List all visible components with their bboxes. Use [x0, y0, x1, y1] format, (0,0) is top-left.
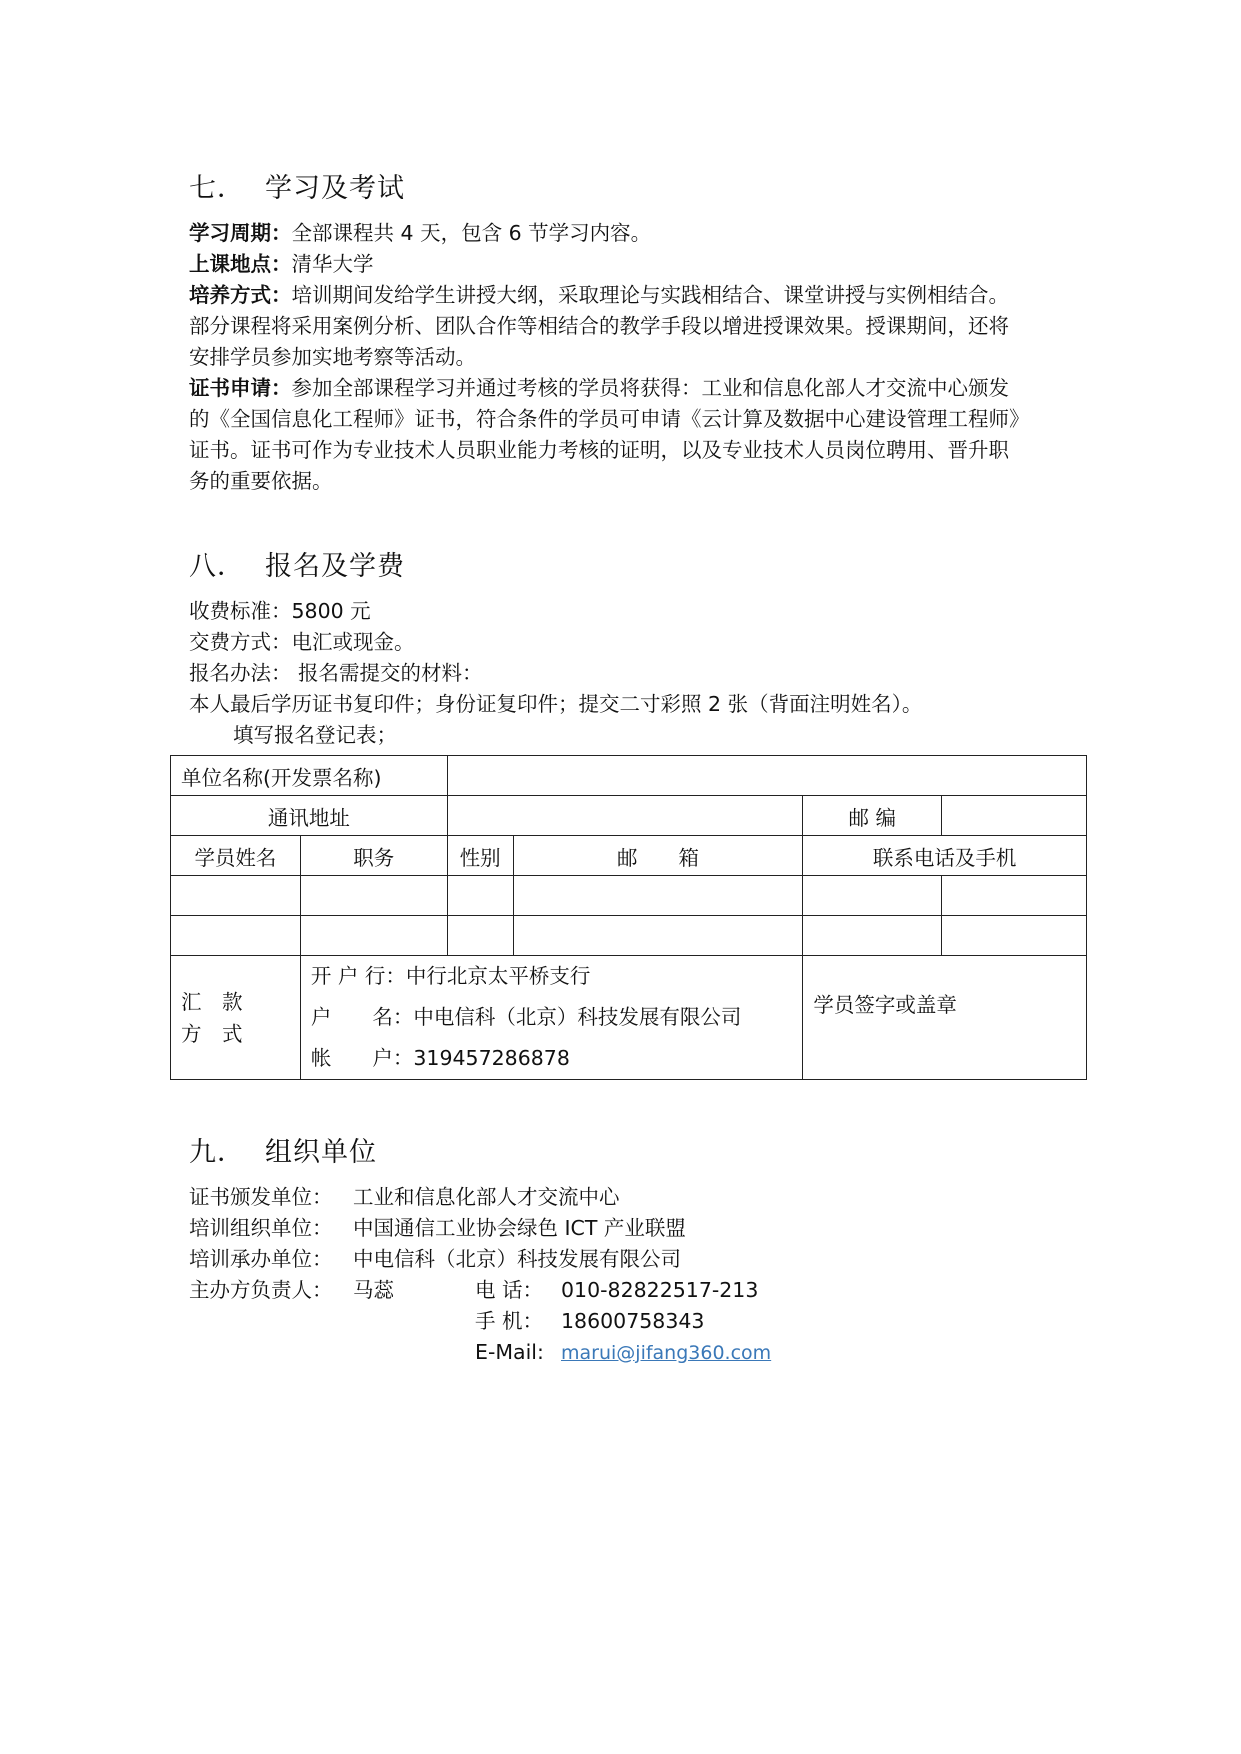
email-link[interactable]: marui@jifang360.com	[561, 1342, 772, 1364]
fill-form-line: 填写报名登记表；	[233, 723, 397, 747]
col-title-header: 职务	[300, 836, 447, 876]
remittance-details	[300, 956, 802, 1080]
address-label: 通讯地址	[171, 796, 448, 836]
col-name-header: 学员姓名	[171, 836, 301, 876]
phone-row	[475, 1275, 758, 1306]
fee-line: 收费标准：5800 元	[189, 599, 371, 623]
phone-cell[interactable]	[803, 916, 942, 956]
col-phone-header: 联系电话及手机	[803, 836, 1087, 876]
bank-name: 开 户 行：中行北京太平桥支行	[310, 964, 591, 988]
location-line	[189, 249, 1089, 280]
certificate-issuer-row	[189, 1182, 620, 1213]
email-cell[interactable]	[513, 876, 803, 916]
training-organizer-label: 培训组织单位：	[189, 1216, 333, 1240]
section-8-number: 八．	[189, 551, 245, 582]
zip-field[interactable]	[942, 796, 1087, 836]
certificate-issuer-value: 工业和信息化部人才交流中心	[353, 1185, 620, 1209]
mobile-label: 手 机：	[475, 1309, 544, 1333]
name-cell[interactable]	[171, 916, 301, 956]
section-9-number: 九．	[189, 1137, 245, 1168]
section-7-body	[189, 218, 1089, 497]
training-method-line-3: 安排学员参加实地考察等活动。	[189, 345, 476, 369]
mobile-row	[475, 1306, 704, 1337]
training-organizer-value: 中国通信工业协会绿色 ICT 产业联盟	[353, 1216, 686, 1240]
name-cell[interactable]	[171, 876, 301, 916]
remittance-label-line-2: 方 式	[181, 1021, 243, 1046]
training-method-line	[189, 280, 1089, 311]
account-number: 帐 户：319457286878	[310, 1046, 570, 1070]
gender-cell[interactable]	[447, 916, 513, 956]
certificate-line-2: 的《全国信息化工程师》证书，符合条件的学员可申请《云计算及数据中心建设管理工程师》	[189, 407, 1030, 431]
location-value: 清华大学	[291, 252, 374, 276]
certificate-line-4: 务的重要依据。	[189, 469, 333, 493]
training-method-value: 培训期间发给学生讲授大纲，采取理论与实践相结合、课堂讲授与实例相结合。	[291, 283, 1009, 307]
training-method-line-2: 部分课程将采用案例分析、团队合作等相结合的教学手段以增进授课效果。授课期间，还将	[189, 314, 1009, 338]
remittance-row	[171, 956, 1087, 1080]
registration-method-line: 报名办法： 报名需提交的材料：	[189, 661, 483, 685]
registration-form-table	[170, 755, 1087, 1080]
study-period-label: 学习周期：	[189, 221, 292, 245]
section-9-title: 组织单位	[265, 1137, 377, 1168]
person-in-charge-value: 马蕊	[353, 1278, 394, 1302]
mobile-cell[interactable]	[942, 916, 1087, 956]
col-email-header: 邮 箱	[513, 836, 803, 876]
gender-cell[interactable]	[447, 876, 513, 916]
section-7-title: 学习及考试	[265, 173, 405, 204]
account-name: 户 名：中电信科（北京）科技发展有限公司	[310, 1005, 742, 1029]
certificate-label: 证书申请：	[189, 376, 292, 400]
signature-cell[interactable]	[803, 956, 1087, 1080]
table-header-row	[171, 836, 1087, 876]
location-label: 上课地点：	[189, 252, 292, 276]
mobile-value: 18600758343	[561, 1309, 705, 1333]
training-host-row	[189, 1244, 681, 1275]
table-row	[171, 916, 1087, 956]
address-row	[171, 796, 1087, 836]
address-field[interactable]	[447, 796, 803, 836]
person-in-charge-row	[189, 1275, 394, 1306]
table-row	[171, 876, 1087, 916]
section-8-body	[189, 596, 1089, 751]
certificate-issuer-label: 证书颁发单位：	[189, 1185, 333, 1209]
email-cell[interactable]	[513, 916, 803, 956]
certificate-value: 参加全部课程学习并通过考核的学员将获得：工业和信息化部人才交流中心颁发	[291, 376, 1009, 400]
study-period-line	[189, 218, 1089, 249]
section-8-heading	[189, 544, 405, 583]
col-gender-header: 性别	[447, 836, 513, 876]
study-period-value: 全部课程共 4 天，包含 6 节学习内容。	[291, 221, 652, 245]
phone-value: 010-82822517-213	[561, 1278, 759, 1302]
remittance-label	[171, 956, 301, 1080]
title-cell[interactable]	[300, 876, 447, 916]
mobile-cell[interactable]	[942, 876, 1087, 916]
email-label: E-Mail:	[475, 1340, 544, 1364]
unit-label: 单位名称(开发票名称)	[171, 756, 448, 796]
training-method-label: 培养方式：	[189, 283, 292, 307]
phone-cell[interactable]	[803, 876, 942, 916]
section-8-title: 报名及学费	[265, 551, 405, 582]
training-host-value: 中电信科（北京）科技发展有限公司	[353, 1247, 681, 1271]
unit-field[interactable]	[447, 756, 1086, 796]
unit-row	[171, 756, 1087, 796]
remittance-label-line-1: 汇 款	[181, 989, 243, 1014]
section-7-heading	[189, 166, 405, 205]
person-in-charge-label: 主办方负责人：	[189, 1278, 333, 1302]
section-9-heading	[189, 1130, 377, 1169]
signature-label: 学员签字或盖章	[813, 993, 957, 1017]
materials-line: 本人最后学历证书复印件；身份证复印件；提交二寸彩照 2 张（背面注明姓名）。	[189, 692, 923, 716]
certificate-line-3: 证书。证书可作为专业技术人员职业能力考核的证明，以及专业技术人员岗位聘用、晋升职	[189, 438, 1009, 462]
certificate-line	[189, 373, 1089, 404]
zip-label: 邮 编	[803, 796, 942, 836]
email-row	[475, 1337, 771, 1369]
section-7-number: 七．	[189, 173, 245, 204]
training-host-label: 培训承办单位：	[189, 1247, 333, 1271]
title-cell[interactable]	[300, 916, 447, 956]
phone-label: 电 话：	[475, 1278, 544, 1302]
training-organizer-row	[189, 1213, 686, 1244]
payment-method-line: 交费方式：电汇或现金。	[189, 630, 415, 654]
